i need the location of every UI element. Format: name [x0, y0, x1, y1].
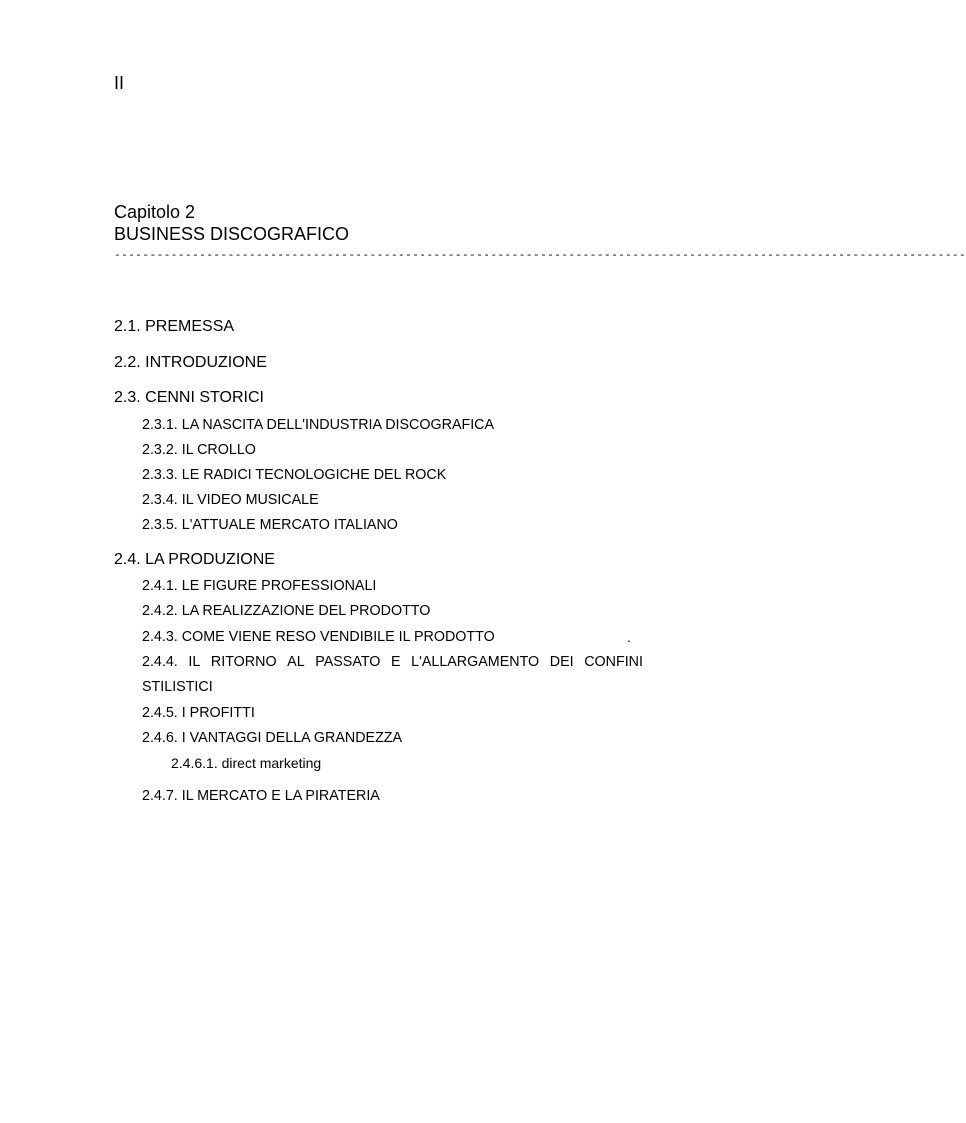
toc-entry-2-4-4-continuation: STILISTICI: [142, 679, 213, 695]
chapter-title: BUSINESS DISCOGRAFICO: [114, 224, 350, 244]
toc-entry-2-4-5: 2.4.5. I PROFITTI: [142, 705, 255, 721]
chapter-label: Capitolo 2: [114, 202, 196, 222]
toc-entry-2-3-3: 2.3.3. LE RADICI TECNOLOGICHE DEL ROCK: [142, 467, 447, 483]
toc-entry-2-4-3-dot: .: [627, 629, 631, 645]
toc-entry-2-4-1: 2.4.1. LE FIGURE PROFESSIONALI: [142, 578, 377, 594]
toc-entry-2-3-2: 2.3.2. IL CROLLO: [142, 442, 256, 458]
toc-entry-2-2: 2.2. INTRODUZIONE: [114, 354, 267, 371]
toc-entry-2-1: 2.1. PREMESSA: [114, 318, 235, 335]
toc-entry-2-3: 2.3. CENNI STORICI: [114, 389, 264, 406]
toc-word: RITORNO: [210, 654, 277, 670]
toc-entry-2-4-6: 2.4.6. I VANTAGGI DELLA GRANDEZZA: [142, 730, 403, 746]
toc-word: 2.4.4.: [142, 654, 178, 670]
dashed-divider: ------------------------------------------------------------------------------------------------------------------------: [114, 250, 966, 262]
toc-word: E: [391, 654, 401, 670]
toc-word: L'ALLARGAMENTO: [411, 654, 540, 670]
toc-word: AL: [287, 654, 305, 670]
toc-word: CONFINI: [584, 654, 643, 670]
toc-entry-2-3-4: 2.3.4. IL VIDEO MUSICALE: [142, 492, 319, 508]
toc-entry-2-3-1: 2.3.1. LA NASCITA DELL'INDUSTRIA DISCOGRAFICA: [142, 417, 495, 433]
toc-word: IL: [188, 654, 201, 670]
toc-entry-2-4-4: [142, 654, 643, 670]
toc-word: DEI: [549, 654, 574, 670]
toc-word: PASSATO: [315, 654, 381, 670]
toc-entry-2-4-3: 2.4.3. COME VIENE RESO VENDIBILE IL PRODOTTO: [142, 629, 495, 645]
toc-entry-2-4: 2.4. LA PRODUZIONE: [114, 551, 275, 568]
toc-entry-2-4-6-1: 2.4.6.1. direct marketing: [171, 755, 322, 771]
toc-entry-2-3-5: 2.3.5. L'ATTUALE MERCATO ITALIANO: [142, 517, 398, 533]
toc-entry-2-4-7: 2.4.7. IL MERCATO E LA PIRATERIA: [142, 788, 380, 804]
page-number: II: [114, 73, 125, 93]
toc-entry-2-4-2: 2.4.2. LA REALIZZAZIONE DEL PRODOTTO: [142, 603, 431, 619]
